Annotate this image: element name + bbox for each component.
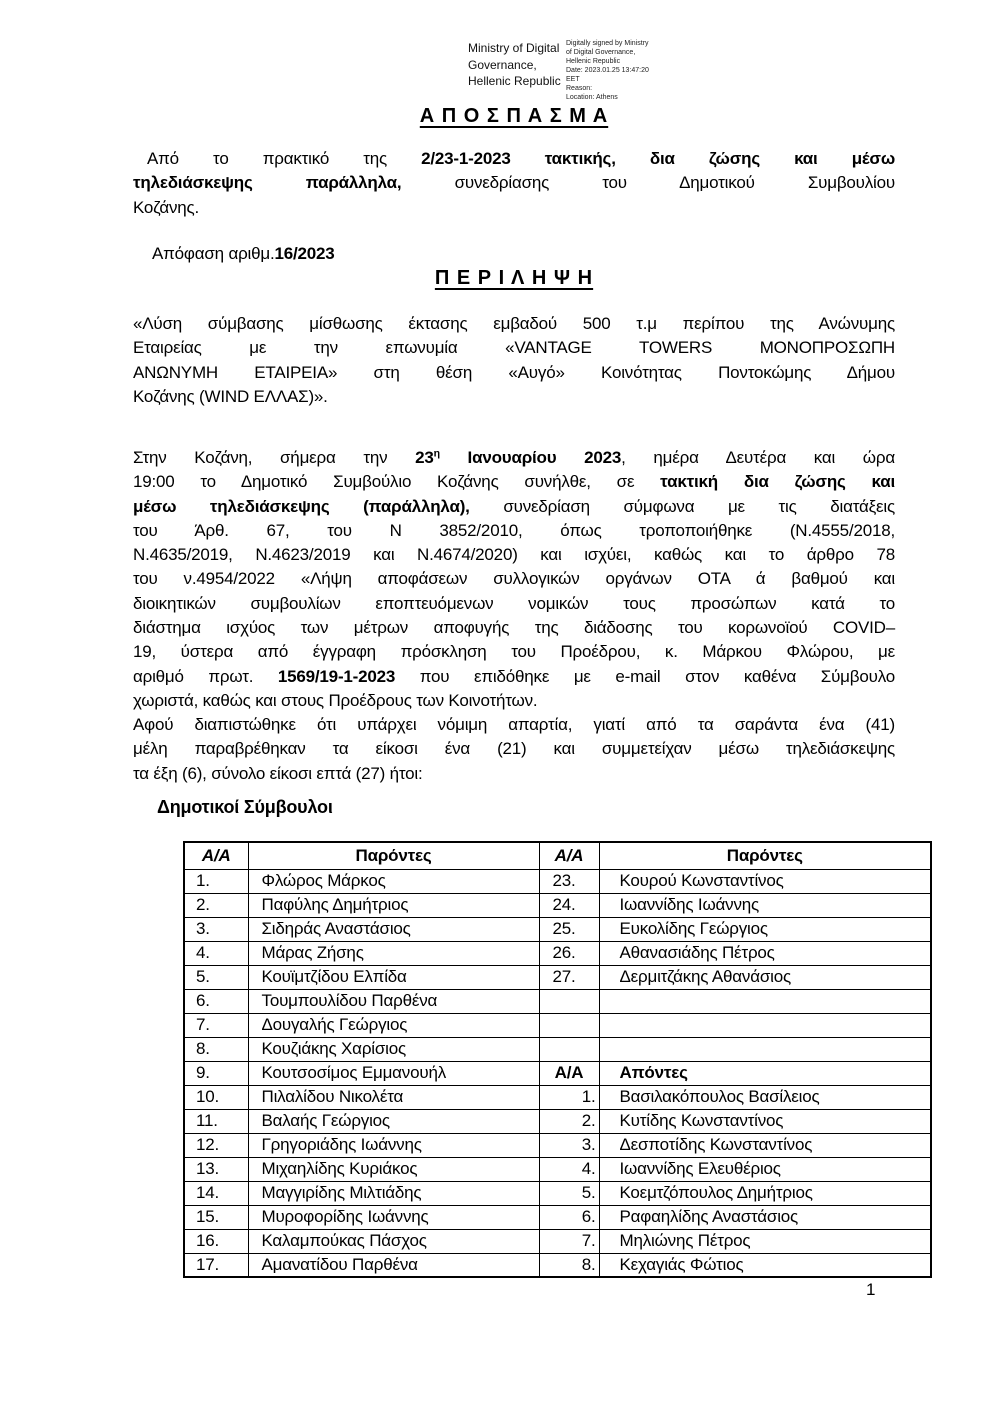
member-number-left: 9. <box>184 1061 248 1085</box>
paragraph-intro <box>133 147 895 220</box>
member-number-left: 15. <box>184 1205 248 1229</box>
member-number-left: 16. <box>184 1229 248 1253</box>
member-number-right: 3. <box>539 1133 599 1157</box>
member-number-right: 6. <box>539 1205 599 1229</box>
decision-number-line <box>133 242 895 266</box>
member-name-left: Φλώρος Μάρκος <box>248 869 539 893</box>
document-title <box>133 105 895 128</box>
text-line: 19:00 το Δημοτικό Συμβούλιο Κοζάνης συνήλθε, σε τακτική δια ζώσης και <box>133 472 895 492</box>
summary-heading-text: Π Ε Ρ Ι Λ Η Ψ Η <box>434 267 594 289</box>
table-row <box>184 1037 931 1061</box>
member-number-right: 7. <box>539 1229 599 1253</box>
member-name-left: Πιλαλίδου Νικολέτα <box>248 1085 539 1109</box>
member-name-right <box>599 989 931 1013</box>
text-line: Ministry of Digital <box>468 41 560 55</box>
member-name-right <box>599 1037 931 1061</box>
member-name-left: Αμανατίδου Παρθένα <box>248 1253 539 1277</box>
member-number-right: Α/Α <box>539 1061 599 1085</box>
text-line: Από το πρακτικό της 2/23-1-2023 τακτικής, δια ζώσης και μέσω <box>147 149 895 168</box>
member-name-right: Ιωαννίδης Ιωάννης <box>599 893 931 917</box>
table-header-present-right: Παρόντες <box>599 842 931 869</box>
member-number-right: 8. <box>539 1253 599 1277</box>
text-line: 19, ύστερα από έγγραφη πρόσκληση του Προέδρου, κ. Μάρκου Φλώρου, με <box>133 642 895 662</box>
member-name-left: Μυροφορίδης Ιωάννης <box>248 1205 539 1229</box>
member-number-right: 26. <box>539 941 599 965</box>
signature-details <box>566 39 676 102</box>
member-number-left: 11. <box>184 1109 248 1133</box>
text-line: Hellenic Republic <box>468 74 561 88</box>
member-name-right: Δερμιτζάκης Αθανάσιος <box>599 965 931 989</box>
member-name-right: Αθανασιάδης Πέτρος <box>599 941 931 965</box>
text-line: Governance, <box>468 57 537 72</box>
text-line: Στην Κοζάνη, σήμερα την $23^\eta$ Ιανουαρίου 2023, ημέρα Δευτέρα και ώρα <box>133 447 895 467</box>
member-number-left: 6. <box>184 989 248 1013</box>
member-number-left: 2. <box>184 893 248 917</box>
text-line: Ν.4635/2019, Ν.4623/2019 και Ν.4674/2020) και ισχύει, καθώς και το άρθρο 78 <box>133 545 895 565</box>
summary-heading <box>133 267 895 290</box>
text-line: Αφού διαπιστώθηκε ότι υπάρχει νόμιμη απαρτία, γιατί από τα σαράντα ένα (41) <box>133 715 895 734</box>
member-number-right: 27. <box>539 965 599 989</box>
member-number-left: 7. <box>184 1013 248 1037</box>
text-line: διοικητικών συμβουλίων εποπτευόμενων νομικών τους προσώπων κατά το <box>133 593 895 613</box>
table-header-aa-right: Α/Α <box>539 842 599 869</box>
text-line: διάστημα ισχύος των μέτρων αποφυγής της διάδοσης του κορωνοϊού COVID– <box>133 618 895 638</box>
member-number-right <box>539 1037 599 1061</box>
text-line: ΑΝΩΝΥΜΗ ΕΤΑΙΡΕΙΑ» στη θέση «Αυγό» Κοινότητας Ποντοκώμης Δήμου <box>133 362 895 382</box>
text-line: Εταιρείας με την επωνυμία «VANTAGE TOWERS ΜΟΝΟΠΡΟΣΩΠΗ <box>133 338 895 358</box>
member-number-left: 13. <box>184 1157 248 1181</box>
page-number: 1 <box>866 1280 876 1299</box>
table-header-present-left: Παρόντες <box>248 842 539 869</box>
table-row <box>184 917 931 941</box>
member-name-right: Βασιλακόπουλος Βασίλειος <box>599 1085 931 1109</box>
member-name-left: Τουμπουλίδου Παρθένα <box>248 989 539 1013</box>
text-line: μέσω τηλεδιάσκεψης (παράλληλα), συνεδρίαση σύμφωνα με τις διατάξεις <box>133 496 895 516</box>
member-number-right <box>539 1013 599 1037</box>
table-row <box>184 1253 931 1277</box>
member-name-right: Κουρού Κωνσταντίνος <box>599 869 931 893</box>
paragraph-quorum <box>133 713 895 786</box>
member-name-left: Γρηγοριάδης Ιωάννης <box>248 1133 539 1157</box>
table-row <box>184 869 931 893</box>
table-header-aa-left: Α/Α <box>184 842 248 869</box>
text-line: του Άρθ. 67, του Ν 3852/2010, όπως τροποποιήθηκε (Ν.4555/2018, <box>133 520 895 540</box>
council-members-heading: Δημοτικοί Σύμβουλοι <box>157 797 333 817</box>
member-number-left: 8. <box>184 1037 248 1061</box>
table-row <box>184 1181 931 1205</box>
table-row <box>184 1061 931 1085</box>
table-row <box>184 965 931 989</box>
text-line: Κοζάνης (WIND ΕΛΛΑΣ)». <box>133 386 328 406</box>
table-row <box>184 1133 931 1157</box>
member-name-left: Μάρας Ζήσης <box>248 941 539 965</box>
paragraph-subject <box>133 312 895 409</box>
member-number-right: 1. <box>539 1085 599 1109</box>
member-number-left: 4. <box>184 941 248 965</box>
member-number-right: 2. <box>539 1109 599 1133</box>
member-name-right: Κοεμτζόπουλος Δημήτριος <box>599 1181 931 1205</box>
member-name-right: Ραφαηλίδης Αναστάσιος <box>599 1205 931 1229</box>
table-row <box>184 1013 931 1037</box>
member-name-left: Σιδηράς Αναστάσιος <box>248 917 539 941</box>
member-name-left: Βαλαής Γεώργιος <box>248 1109 539 1133</box>
member-name-right: Ιωαννίδης Ελευθέριος <box>599 1157 931 1181</box>
member-number-left: 10. <box>184 1085 248 1109</box>
member-number-right: 23. <box>539 869 599 893</box>
member-name-right <box>599 1013 931 1037</box>
member-name-right: Κυτίδης Κωνσταντίνος <box>599 1109 931 1133</box>
text-line: Hellenic Republic <box>566 58 621 65</box>
text-line: Digitally signed by Ministry <box>566 40 649 47</box>
text-line: Reason: <box>566 85 593 92</box>
member-number-right: 4. <box>539 1157 599 1181</box>
table-row <box>184 941 931 965</box>
member-name-left: Μιχαηλίδης Κυριάκος <box>248 1157 539 1181</box>
council-table <box>183 841 932 1278</box>
table-row <box>184 989 931 1013</box>
member-name-left: Μαγγιρίδης Μιλτιάδης <box>248 1181 539 1205</box>
text-line: EET <box>566 76 580 83</box>
text-line: τα έξη (6), σύνολο είκοσι επτά (27) ήτοι: <box>133 763 423 783</box>
member-name-left: Καλαμπούκας Πάσχος <box>248 1229 539 1253</box>
member-number-left: 3. <box>184 917 248 941</box>
text-line: Location: Athens <box>566 94 618 101</box>
text-line: of Digital Governance, <box>566 49 636 56</box>
member-name-right: Ευκολίδης Γεώργιος <box>599 917 931 941</box>
table-row <box>184 1205 931 1229</box>
text-line: «Λύση σύμβασης μίσθωσης έκτασης εμβαδού 500 τ.μ περίπου της Ανώνυμης <box>133 314 895 333</box>
member-number-left: 5. <box>184 965 248 989</box>
table-row <box>184 893 931 917</box>
member-number-left: 1. <box>184 869 248 893</box>
document-title-text: Α Π Ο Σ Π Α Σ Μ Α <box>419 105 609 127</box>
text-line: Date: 2023.01.25 13:47:20 <box>566 67 649 74</box>
member-number-right: 24. <box>539 893 599 917</box>
text-line: Απόφαση αριθμ.16/2023 <box>152 244 335 263</box>
member-number-right: 25. <box>539 917 599 941</box>
text-line: του ν.4954/2022 «Λήψη αποφάσεων συλλογικών οργάνων ΟΤΑ ά βαθμού και <box>133 569 895 589</box>
member-number-right: 5. <box>539 1181 599 1205</box>
text-line: Κοζάνης. <box>133 197 200 217</box>
text-line: χωριστά, καθώς και στους Προέδρους των Κοινοτήτων. <box>133 690 538 710</box>
signature-signer <box>468 40 568 90</box>
table-row <box>184 1109 931 1133</box>
member-name-left: Παφύλης Δημήτριος <box>248 893 539 917</box>
member-name-left: Κουζιάκης Χαρίσιος <box>248 1037 539 1061</box>
council-table-body <box>184 869 931 1277</box>
member-name-left: Δουγαλής Γεώργιος <box>248 1013 539 1037</box>
member-name-left: Κουτσοσίμος Εμμανουήλ <box>248 1061 539 1085</box>
text-line: τηλεδιάσκεψης παράλληλα, συνεδρίασης του Δημοτικού Συμβουλίου <box>133 173 895 193</box>
table-header-row <box>184 842 931 869</box>
member-number-right <box>539 989 599 1013</box>
member-number-left: 14. <box>184 1181 248 1205</box>
member-name-right: Δεσποτίδης Κωνσταντίνος <box>599 1133 931 1157</box>
text-line: αριθμό πρωτ. 1569/19-1-2023 που επιδόθηκε με e-mail στον καθένα Σύμβουλο <box>133 666 895 686</box>
paragraph-session <box>133 446 895 713</box>
member-name-left: Κουϊμτζίδου Ελπίδα <box>248 965 539 989</box>
member-name-right: Κεχαγιάς Φώτιος <box>599 1253 931 1277</box>
table-row <box>184 1085 931 1109</box>
member-name-right: Μηλιώνης Πέτρος <box>599 1229 931 1253</box>
table-row <box>184 1229 931 1253</box>
table-row <box>184 1157 931 1181</box>
member-number-left: 17. <box>184 1253 248 1277</box>
text-line: μέλη παραβρέθηκαν τα είκοσι ένα (21) και συμμετείχαν μέσω τηλεδιάσκεψης <box>133 739 895 759</box>
member-number-left: 12. <box>184 1133 248 1157</box>
member-name-right: Απόντες <box>599 1061 931 1085</box>
